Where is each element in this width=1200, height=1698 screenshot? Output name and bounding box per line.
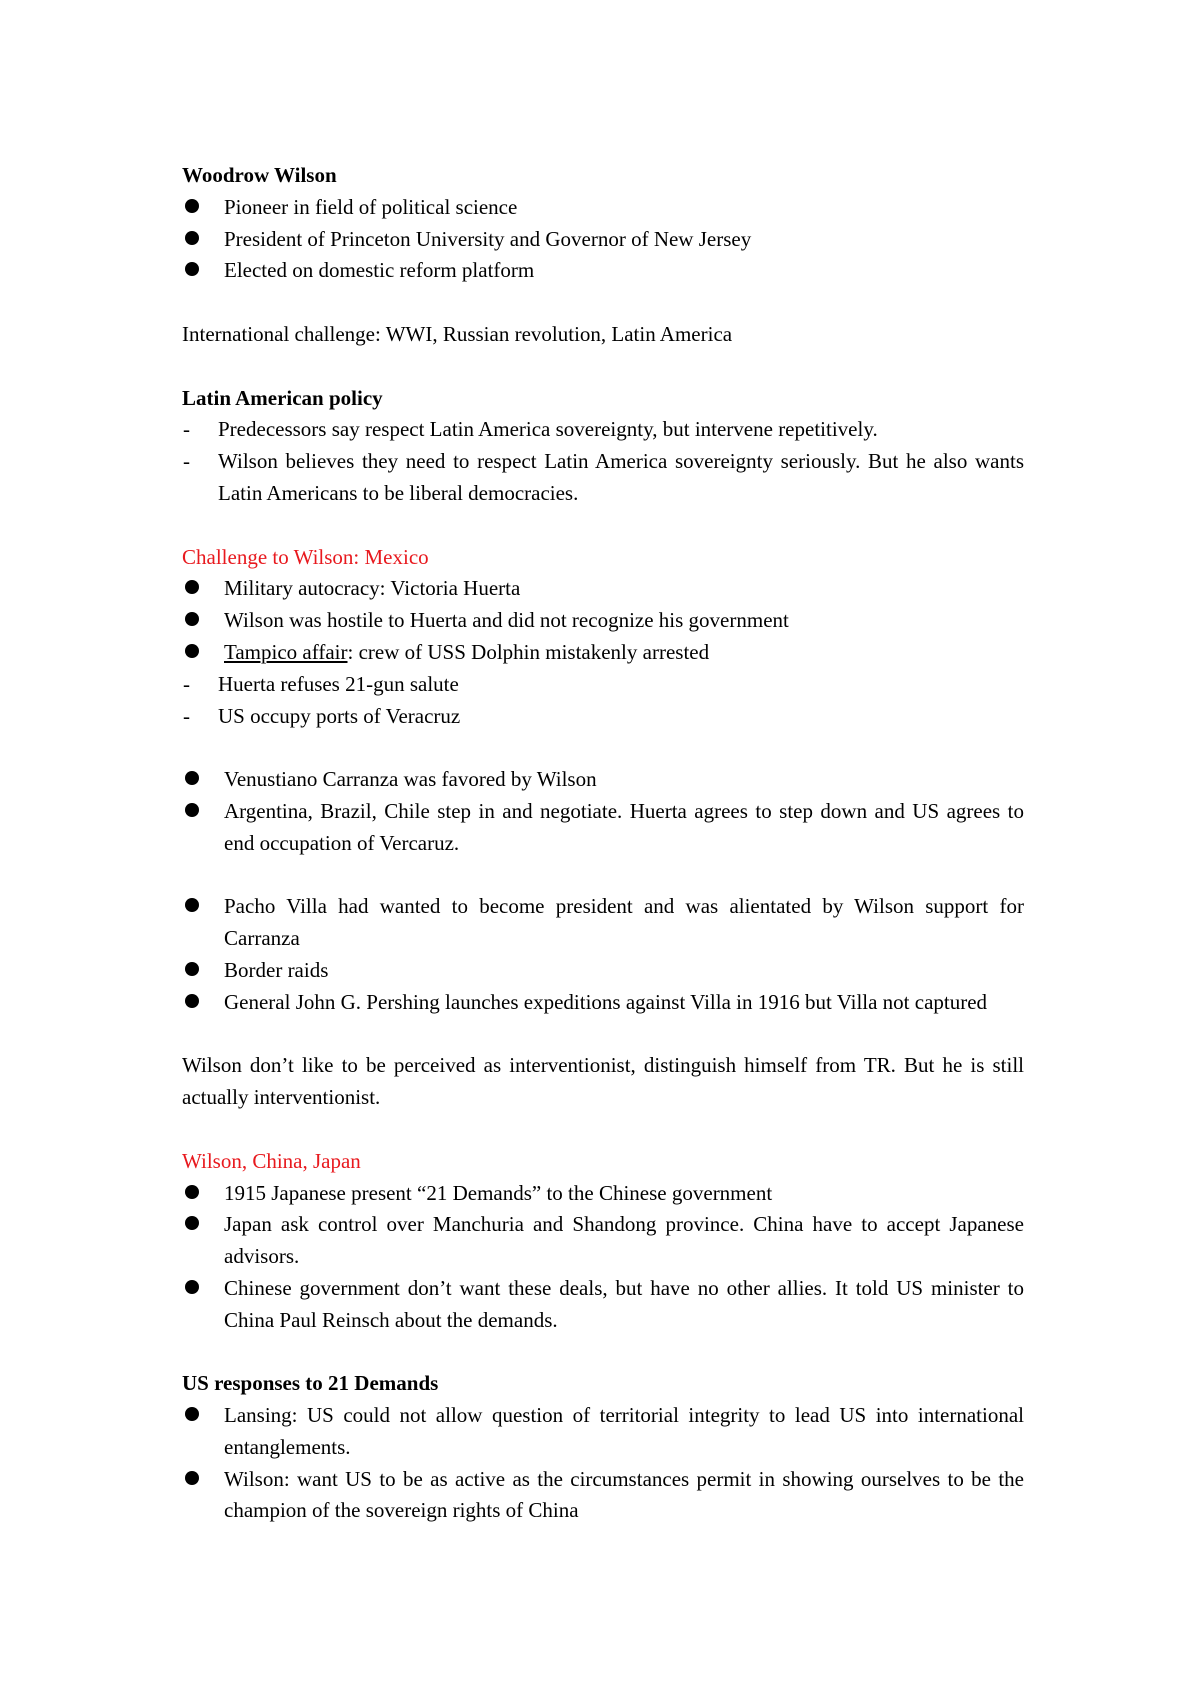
bullet-icon [185, 231, 199, 245]
bullet-icon [185, 1407, 199, 1421]
bullet-icon [185, 771, 199, 785]
list-item: - Predecessors say respect Latin America sovereignty, but intervene repetitively. [182, 414, 1024, 446]
dash-icon: - [183, 671, 190, 696]
bullet-icon [185, 1280, 199, 1294]
heading-us-responses: US responses to 21 Demands [182, 1371, 439, 1396]
dash-icon: - [183, 703, 190, 728]
list-item: Argentina, Brazil, Chile step in and negotiate. Huerta agrees to step down and US agrees to end occupation of Vercaruz. [182, 796, 1024, 860]
bullet-icon [185, 994, 199, 1008]
list-item: Venustiano Carranza was favored by Wilson [182, 764, 1024, 796]
bullet-icon [185, 1216, 199, 1230]
bullet-icon [185, 1185, 199, 1199]
bullet-icon [185, 612, 199, 626]
list-item: Lansing: US could not allow question of territorial integrity to lead US into international entanglements. [182, 1400, 1024, 1464]
bullet-icon [185, 580, 199, 594]
list-item: Military autocracy: Victoria Huerta [182, 573, 1024, 605]
bullet-icon [185, 199, 199, 213]
paragraph-interventionist: Wilson don’t like to be perceived as interventionist, distinguish himself from TR. But he is still actually interventionist. [182, 1053, 1024, 1110]
list-item: - Wilson believes they need to respect Latin America sovereignty seriously. But he also wants Latin Americans to be liberal democracies. [182, 446, 1024, 510]
heading-latin-american-policy: Latin American policy [182, 385, 383, 410]
list-item: General John G. Pershing launches expeditions against Villa in 1916 but Villa not captured [182, 987, 1024, 1019]
heading-challenge-mexico: Challenge to Wilson: Mexico [182, 544, 429, 569]
document-page [182, 160, 1024, 1527]
list-item: - US occupy ports of Veracruz [182, 701, 1024, 733]
list-item: Pacho Villa had wanted to become president and was alientated by Wilson support for Carranza [182, 891, 1024, 955]
list-item: Chinese government don’t want these deals, but have no other allies. It told US minister to China Paul Reinsch about the demands. [182, 1273, 1024, 1337]
list-item: Elected on domestic reform platform [182, 255, 1024, 287]
bullet-icon [185, 962, 199, 976]
bullet-icon [185, 644, 199, 658]
list-item: Japan ask control over Manchuria and Shandong province. China have to accept Japanese advisors. [182, 1209, 1024, 1273]
list-item: Tampico affair: crew of USS Dolphin mistakenly arrested [182, 637, 1024, 669]
dash-icon: - [183, 417, 190, 442]
list-item: Border raids [182, 955, 1024, 987]
list-item: President of Princeton University and Governor of New Jersey [182, 224, 1024, 256]
bullet-icon [185, 262, 199, 276]
dash-icon: - [183, 449, 190, 474]
bullet-icon [185, 1471, 199, 1485]
list-item: Wilson was hostile to Huerta and did not recognize his government [182, 605, 1024, 637]
list-item: Pioneer in field of political science [182, 192, 1024, 224]
list-item: Wilson: want US to be as active as the circumstances permit in showing ourselves to be the champion of the sovereign rights of China [182, 1464, 1024, 1528]
bullet-icon [185, 898, 199, 912]
heading-woodrow-wilson: Woodrow Wilson [182, 163, 337, 187]
heading-wilson-china-japan: Wilson, China, Japan [182, 1148, 361, 1173]
term-tampico-affair: Tampico affair [224, 639, 348, 664]
paragraph-international-challenge: International challenge: WWI, Russian revolution, Latin America [182, 321, 733, 346]
bullet-icon [185, 803, 199, 817]
list-item: - Huerta refuses 21-gun salute [182, 669, 1024, 701]
list-item: 1915 Japanese present “21 Demands” to the Chinese government [182, 1178, 1024, 1210]
